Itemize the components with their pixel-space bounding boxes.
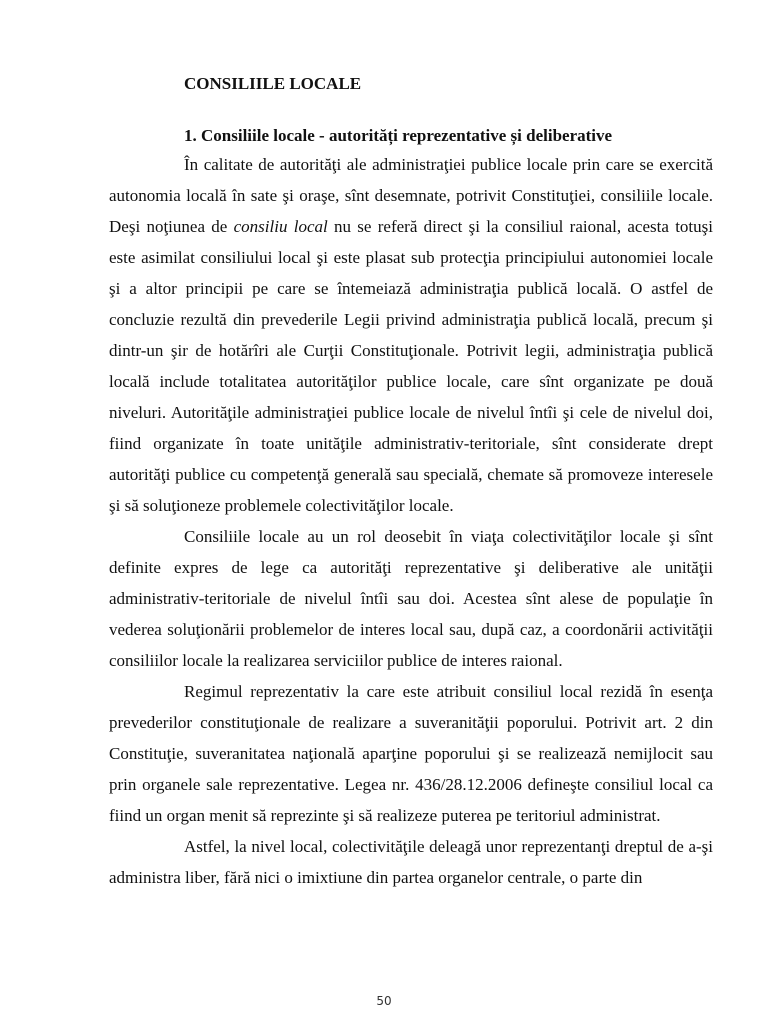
- paragraph-4: Astfel, la nivel local, colectivităţile deleagă unor reprezentanţi dreptul de a-şi administra liber, fără nici o imixtiune din partea organelor centrale, o parte din: [109, 837, 713, 887]
- paragraph-3: Regimul reprezentativ la care este atribuit consiliul local rezidă în esenţa prevederilor constituţionale de realizare a suveranităţii poporului. Potrivit art. 2 din Constituţie, suveranitatea naţională aparţine poporului şi se realizează nemijlocit sau prin organele sale reprezentative. Legea nr. 436/28.12.2006 defineşte consiliul local ca fiind un organ menit să reprezinte şi să realizeze puterea pe teritoriul administrat.: [109, 682, 713, 825]
- paragraph-1-emphasis: consiliu local: [233, 217, 328, 236]
- page-content: [109, 71, 713, 893]
- paragraph-1-text-before: În calitate de autorităţi ale administraţiei publice locale prin care se exercită autonomia locală în sate şi oraşe, sînt desemnate, potrivit Constituţiei, consiliile locale. Deşi noţiunea de: [109, 155, 713, 236]
- section-heading: 1. Consiliile locale - autorități reprezentative și deliberative: [184, 126, 613, 145]
- paragraph-1: [109, 149, 713, 521]
- paragraph-2: Consiliile locale au un rol deosebit în viaţa colectivităţilor locale şi sînt definite expres de lege ca autorităţi reprezentative şi deliberative ale unităţii administrativ-teritoriale de nivelul întîi sau doi. Acestea sînt alese de populaţie în vederea soluţionării problemelor de interes local sau, după caz, a coordonării activităţii consiliilor locale la realizarea serviciilor publice de interes raional.: [109, 527, 713, 670]
- page-number: 50: [376, 994, 392, 1008]
- chapter-heading: CONSILIILE LOCALE: [184, 74, 362, 93]
- paragraph-1-text-after: nu se referă direct şi la consiliul raional, acesta totuşi este asimilat consiliului local şi este plasat sub protecţia principiului autonomiei locale şi a altor principii pe care se întemeiază administraţia publică locală. O astfel de concluzie rezultă din prevederile Legii privind administraţia publică locală, precum şi dintr-un şir de hotărîri ale Curţii Constituţionale. Potrivit legii, administraţia publică locală include totalitatea autorităţilor publice locale, care sînt organizate pe două niveluri. Autorităţile administraţiei publice locale de nivelul întîi şi cele de nivelul doi, fiind organizate în toate unităţile administrativ-teritoriale, sînt considerate drept autorităţi publice cu competenţă generală sau specială, chemate să promoveze interesele şi să soluţioneze problemele colectivităţilor locale.: [109, 217, 713, 515]
